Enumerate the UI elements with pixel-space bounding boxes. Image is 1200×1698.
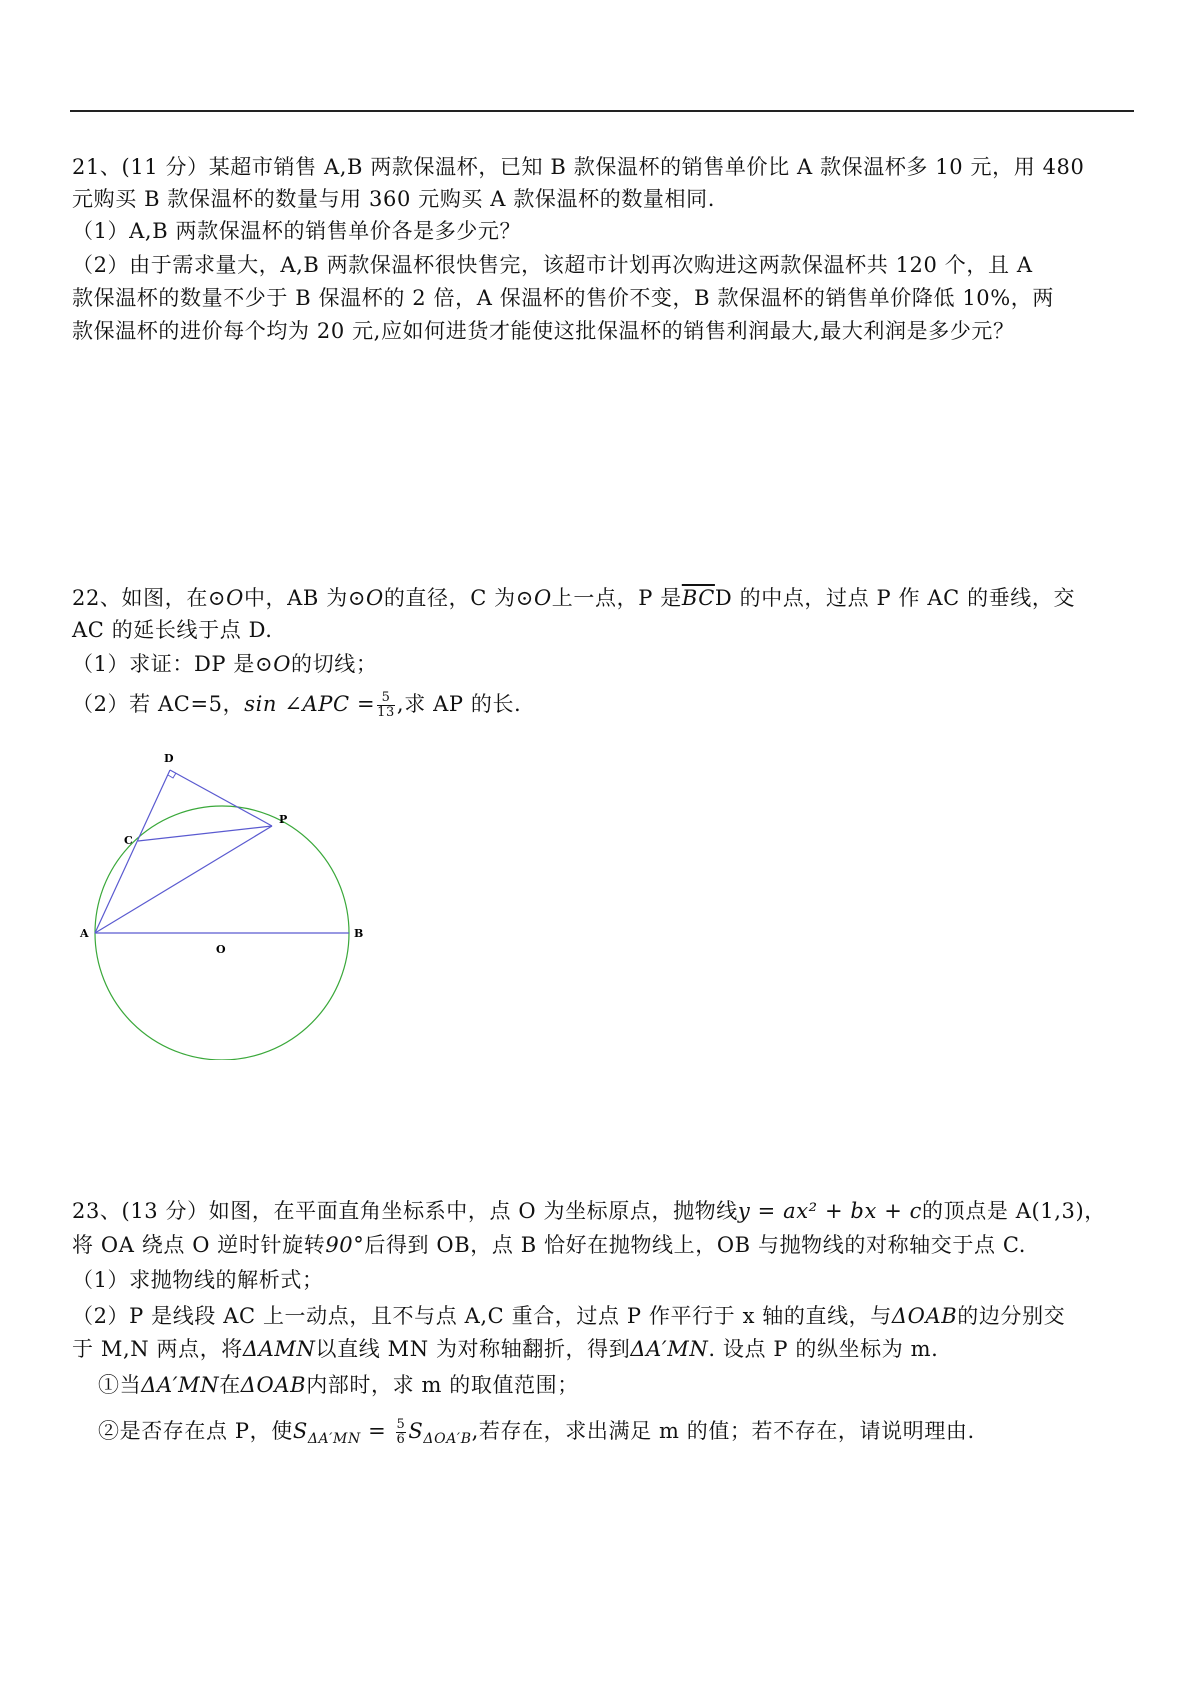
q23-part-1: （1）求抛物线的解析式； (72, 1268, 324, 1292)
right-angle-mark (168, 773, 176, 778)
segment-ap (95, 826, 272, 933)
segment-dp (170, 770, 272, 826)
circle-o-symbol: ⊙O (207, 586, 244, 610)
triangle-a-prime-mn: ΔA′MN (141, 1373, 220, 1397)
q21-line-1: 21、(11 分）某超市销售 A,B 两款保温杯，已知 B 款保温杯的销售单价比 A 款保温杯多 10 元，用 480 (72, 155, 1085, 179)
parabola-equation: y = ax² + bx + c (737, 1199, 923, 1223)
label-d: D (164, 752, 174, 765)
q21-line-2: 元购买 B 款保温杯的数量与用 360 元购买 A 款保温杯的数量相同. (72, 187, 716, 211)
angle-90: 90° (325, 1233, 365, 1257)
circle-o-symbol: ⊙O (255, 652, 292, 676)
sin-expression: sin ∠APC = (244, 692, 376, 716)
label-b: B (354, 927, 364, 940)
label-p: P (279, 813, 288, 826)
circle-o-symbol: ⊙O (515, 586, 552, 610)
q22-part-2: （2）若 AC=5，sin ∠APC = $\frac{5}{13}$ ,求 AP 的长. (72, 690, 522, 720)
q21-part-1: （1）A,B 两款保温杯的销售单价各是多少元？ (72, 219, 522, 243)
header-rule (70, 110, 1134, 112)
q23-part-2-line-1: （2）P 是线段 AC 上一动点，且不与点 A,C 重合，过点 P 作平行于 x 轴的直线，与ΔOAB的边分别交 (72, 1304, 1066, 1328)
q22-line-2: AC 的延长线于点 D. (72, 618, 273, 642)
q21-part-2-line-1: （2）由于需求量大，A,B 两款保温杯很快售完，该超市计划再次购进这两款保温杯共 120 个，且 A (72, 253, 1033, 277)
area-symbol: S (292, 1419, 308, 1443)
area-symbol: S (408, 1419, 424, 1443)
q23-line-2: 将 OA 绕点 O 逆时针旋转90°后得到 OB，点 B 恰好在抛物线上，OB 与抛物线的对称轴交于点 C. (72, 1233, 1027, 1257)
circle-o-symbol: ⊙O (347, 586, 384, 610)
label-a: A (80, 927, 89, 940)
triangle-a-prime-mn: ΔA′MN (630, 1337, 709, 1361)
circle-geometry-figure (70, 740, 380, 1060)
q21-part-2-line-2: 款保温杯的数量不少于 B 保温杯的 2 倍，A 保温杯的售价不变，B 款保温杯的销售单价降低 10%，两 (72, 286, 1054, 310)
q22-line-1: 22、如图，在⊙O中，AB 为⊙O的直径，C 为⊙O上一点，P 是$\overline{BC}D$ 的中点，过点 P 作 AC 的垂线，交 (72, 586, 1076, 610)
q23-subpart-2: ②是否存在点 P，使$S_{\Delta A'MN}$ = $\frac{5}{6}$ $S_{\Delta OA'B}$,若存在，求出满足 m 的值；若不存在，请说明理由. (98, 1417, 975, 1447)
q23-subpart-1: ①当ΔA′MN在ΔOAB内部时，求 m 的取值范围； (98, 1373, 579, 1397)
fraction-5-13: $\frac{5}{13}$ (377, 690, 395, 720)
label-c: C (124, 834, 133, 847)
fraction-5-6: $\frac{5}{6}$ (396, 1417, 406, 1447)
q21-part-2-line-3: 款保温杯的进价每个均为 20 元,应如何进货才能使这批保温杯的销售利润最大,最大利润是多少元？ (72, 319, 1015, 343)
triangle-amn: ΔAMN (242, 1337, 316, 1361)
triangle-oab: ΔOAB (891, 1304, 958, 1328)
q22-part-1: （1）求证：DP 是⊙O的切线； (72, 652, 378, 676)
segment-ad (95, 770, 170, 933)
q23-part-2-line-2: 于 M,N 两点，将ΔAMN以直线 MN 为对称轴翻折，得到ΔA′MN. 设点 P 的纵坐标为 m. (72, 1337, 939, 1361)
q23-line-1: 23、(13 分）如图，在平面直角坐标系中，点 O 为坐标原点，抛物线y = ax² + bx + c的顶点是 A(1,3)， (72, 1199, 1106, 1223)
triangle-oab: ΔOAB (240, 1373, 307, 1397)
arc-bc: $\overline{BC}$ (681, 586, 715, 610)
label-o: O (216, 943, 226, 956)
